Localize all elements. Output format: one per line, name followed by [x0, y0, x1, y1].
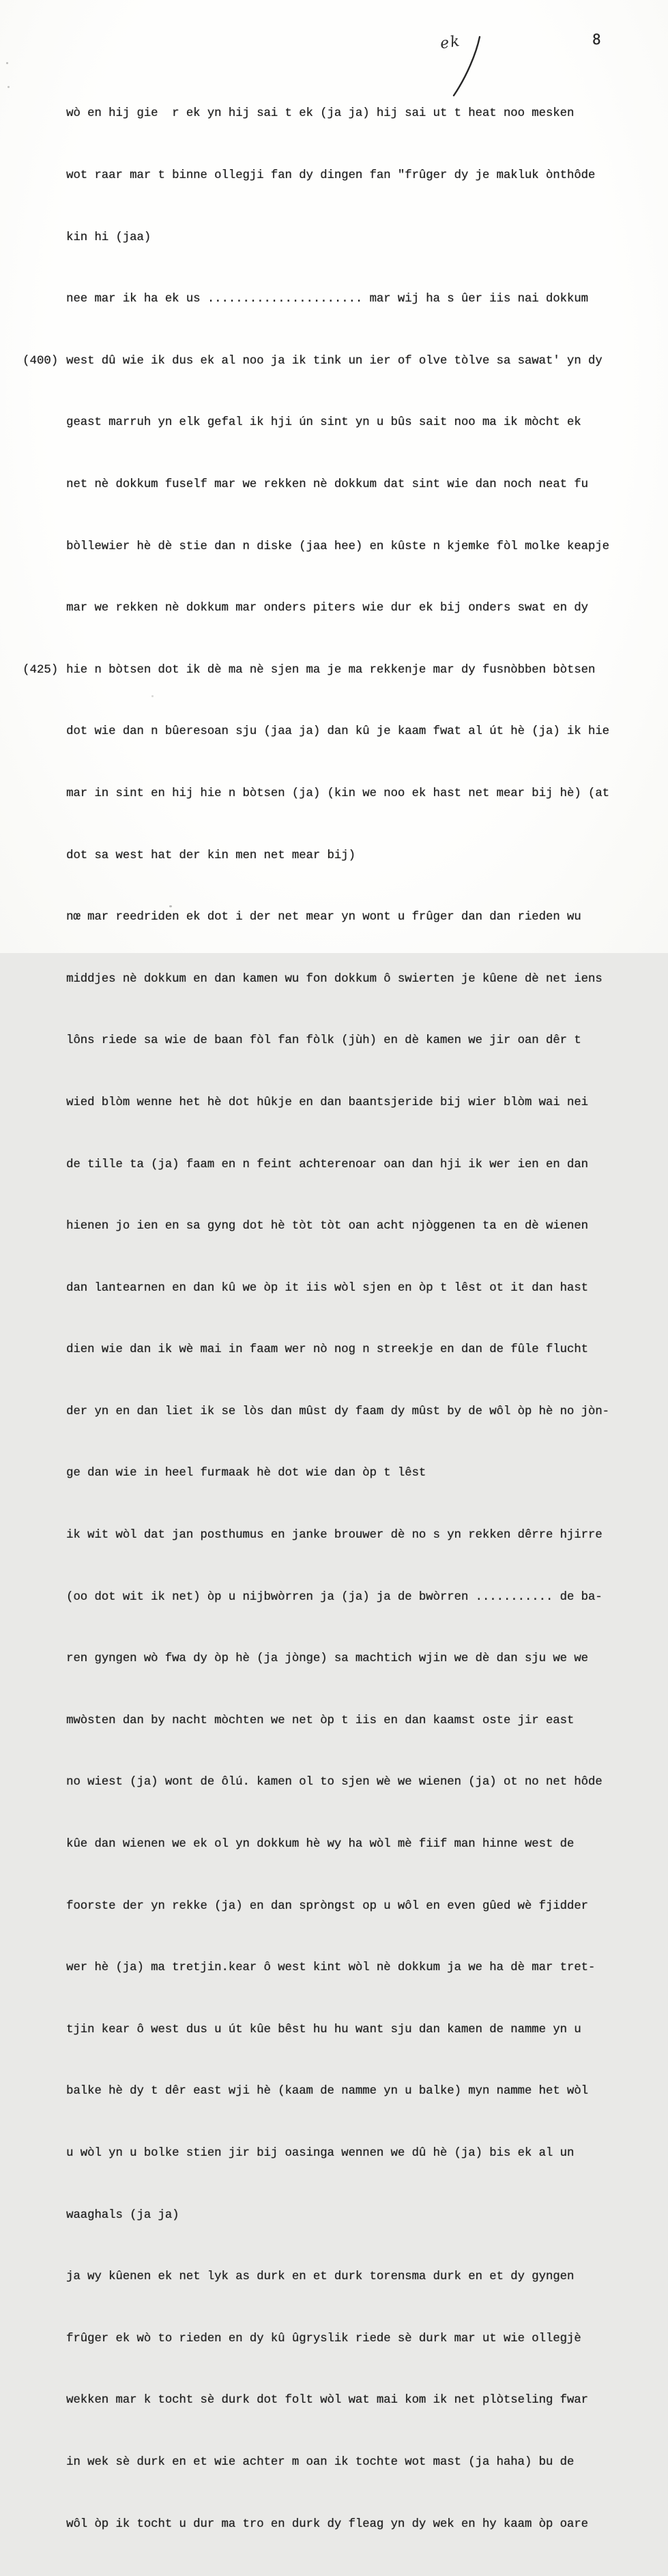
transcript-line: (oo dot wit ik net) òp u nijbwòrren ja (ja) ja de bwòrren ........... de ba-: [66, 1590, 602, 1604]
transcript-line: west dû wie ik dus ek al noo ja ik tink un ier of olve tòlve sa sawat' yn dy: [66, 354, 602, 368]
handwritten-annotation: ek: [439, 32, 463, 53]
transcript-line: nœ mar reedriden ek dot i der net mear yn wont u frûger dan dan rieden wu: [66, 911, 581, 924]
transcript-line: mwòsten dan by nacht mòchten we net òp t iis en dan kaamst oste jir east: [66, 1714, 575, 1727]
transcript-line: waaghals (ja ja): [66, 2208, 179, 2222]
transcript-line: wot raar mar t binne ollegji fan dy dingen fan "frûger dy je makluk ònthôde: [66, 169, 596, 182]
transcript-line: ren gyngen wò fwa dy òp hè (ja jònge) sa machtich wjin we dè dan sju we we: [66, 1652, 588, 1666]
transcript-line: der yn en dan liet ik se lòs dan mûst dy faam dy mûst by de wôl òp hè no jòn-: [66, 1405, 609, 1418]
transcript-line: hienen jo ien en sa gyng dot hè tòt tòt oan acht njòggenen ta en dè wienen: [66, 1220, 588, 1233]
paper-speck: [8, 86, 10, 88]
transcript-line: net nè dokkum fuself mar we rekken nè dokkum dat sint wie dan noch neat fu: [66, 478, 588, 491]
transcript-line: frûger ek wò to rieden en dy kû ûgryslik riede sè durk mar ut wie ollegjè: [66, 2332, 581, 2345]
transcript-line: kûe dan wienen we ek ol yn dokkum hè wy ha wòl mè fiif man hinne west de: [66, 1838, 575, 1852]
transcript-line: mar in sint en hij hie n bòtsen (ja) (kin we noo ek hast net mear bij hè) (at: [66, 787, 609, 800]
transcript-line: foorste der yn rekke (ja) en dan spròngst op u wôl en even gûed wè fjidder: [66, 1899, 588, 1913]
transcript-line: ik wit wòl dat jan posthumus en janke brouwer dè no s yn rekken dêrre hjirre: [66, 1529, 602, 1542]
margin-marker-425: (425): [23, 664, 59, 677]
paper-speck: [6, 62, 8, 64]
transcript-line: mar we rekken nè dokkum mar onders piters wie dur ek bij onders swat en dy: [66, 602, 588, 615]
transcript-line: lôns riede sa wie de baan fòl fan fòlk (jùh) en dè kamen we jir oan dêr t: [66, 1034, 581, 1048]
transcript-line: middjes nè dokkum en dan kamen wu fon dokkum ô swierten je kûene dè net iens: [66, 972, 602, 986]
transcript-line: dan lantearnen en dan kû we òp it iis wòl sjen en òp t lêst ot it dan hast: [66, 1281, 588, 1295]
transcript-line: dot wie dan n bûeresoan sju (jaa ja) dan kû je kaam fwat al út hè (ja) ik hie: [66, 725, 609, 739]
transcript-line: wò en hij gie r ek yn hij sai t ek (ja ja) hij sai ut t heat noo mesken: [66, 107, 575, 121]
transcript-line: geast marruh yn elk gefal ik hji ún sint yn u bûs sait noo ma ik mòcht ek: [66, 416, 581, 430]
transcript-line: dot sa west hat der kin men net mear bij): [66, 849, 355, 862]
transcript-line: wôl òp ik tocht u dur ma tro en durk dy fleag yn dy wek en hy kaam òp oare: [66, 2517, 588, 2531]
transcript-line: dien wie dan ik wè mai in faam wer nò nog n streekje en dan de fûle flucht: [66, 1343, 588, 1357]
page-number: 8: [592, 31, 601, 48]
transcript-text-block: [66, 63, 633, 2576]
transcript-line: nee mar ik ha ek us ...................... mar wij ha s ûer iis nai dokkum: [66, 293, 588, 306]
transcript-line: wied blòm wenne het hè dot hûkje en dan baantsjeride bij wier blòm wai nei: [66, 1096, 588, 1109]
transcript-line: u wòl yn u bolke stien jir bij oasinga wennen we dû hè (ja) bis ek al un: [66, 2147, 575, 2160]
transcript-line: ge dan wie in heel furmaak hè dot wie dan òp t lêst: [66, 1467, 426, 1480]
transcript-line: ja wy kûenen ek net lyk as durk en et durk torensma durk en et dy gyngen: [66, 2270, 575, 2284]
transcript-line: bòllewier hè dè stie dan n diske (jaa hee) en kûste n kjemke fòl molke keapje: [66, 540, 609, 553]
transcript-line: kin hi (jaa): [66, 231, 151, 244]
transcript-line: de tille ta (ja) faam en n feint achterenoar oan dan hji ik wer ien en dan: [66, 1158, 588, 1171]
transcript-line: balke hè dy t dêr east wji hè (kaam de namme yn u balke) myn namme het wòl: [66, 2085, 588, 2098]
transcript-line: in wek sè durk en et wie achter m oan ik tochte wot mast (ja haha) bu de: [66, 2455, 575, 2469]
transcript-line: tjin kear ô west dus u út kûe bêst hu hu want sju dan kamen de namme yn u: [66, 2023, 581, 2036]
transcript-line: wer hè (ja) ma tretjin.kear ô west kint wòl nè dokkum ja we ha dè mar tret-: [66, 1961, 596, 1975]
transcript-line: wekken mar k tocht sè durk dot folt wòl wat mai kom ik net plòtseling fwar: [66, 2394, 588, 2407]
margin-marker-400: (400): [23, 355, 59, 368]
paper-speck: [169, 905, 172, 907]
transcript-line: no wiest (ja) wont de ôlú. kamen ol to sjen wè we wienen (ja) ot no net hôde: [66, 1776, 602, 1789]
transcript-line: hie n bòtsen dot ik dè ma nè sjen ma je ma rekkenje mar dy fusnòbben bòtsen: [66, 663, 596, 677]
paper-speck: [151, 695, 154, 697]
